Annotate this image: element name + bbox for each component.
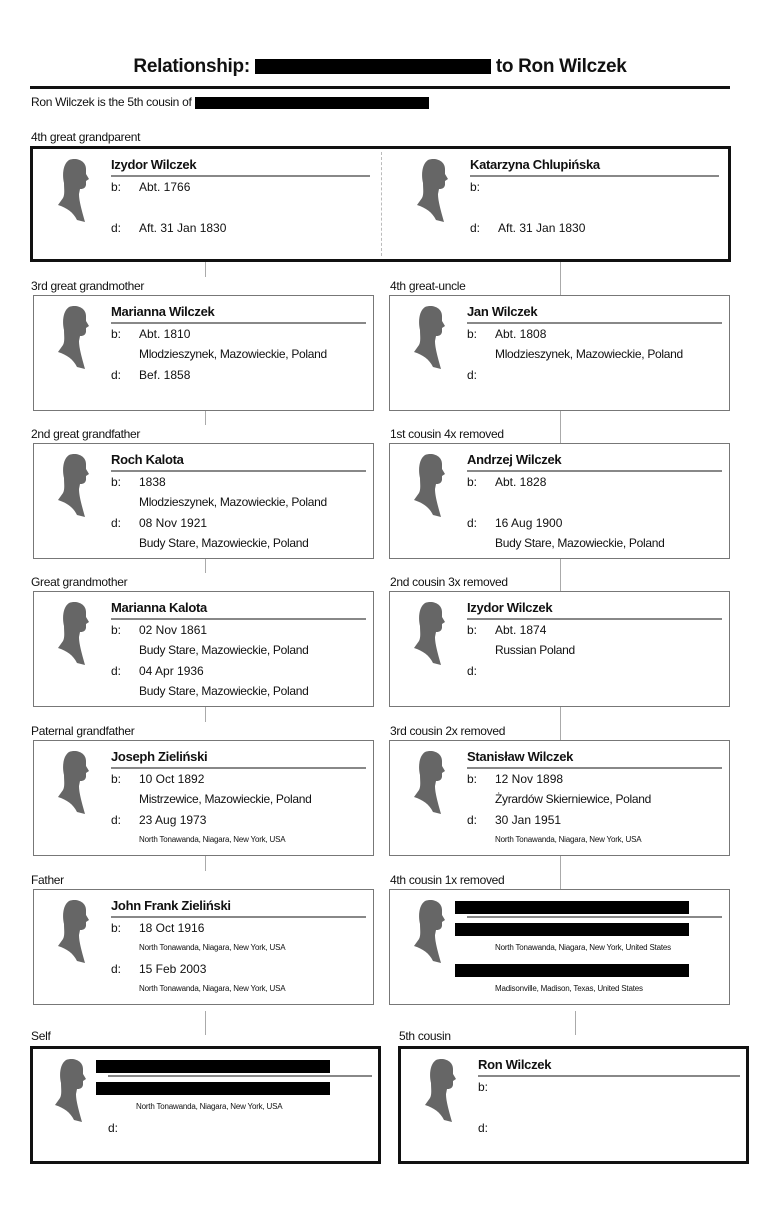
name-underline xyxy=(111,175,370,177)
person-card[interactable] xyxy=(33,148,378,263)
relationship-label: 1st cousin 4x removed xyxy=(390,427,504,441)
silhouette-icon xyxy=(55,158,93,224)
page-title xyxy=(0,56,760,78)
generation-label: 4th great grandparent xyxy=(31,130,141,144)
connector-line xyxy=(560,411,561,443)
birth-label: b: xyxy=(478,1080,489,1094)
silhouette-icon xyxy=(55,899,93,965)
redacted-death xyxy=(455,964,689,977)
connector-line xyxy=(560,707,561,740)
death-label: d: xyxy=(108,1121,119,1135)
title-rule xyxy=(30,86,730,89)
person-card[interactable] xyxy=(389,591,730,706)
death-label: d: xyxy=(111,813,122,827)
person-name[interactable]: Jan Wilczek xyxy=(467,304,538,319)
birth-date: Abt. 1874 xyxy=(495,623,547,637)
death-date: 04 Apr 1936 xyxy=(139,664,204,678)
birth-label: b: xyxy=(111,921,122,935)
relationship-label: 5th cousin xyxy=(399,1029,451,1043)
death-place: Budy Stare, Mazowieckie, Poland xyxy=(139,536,309,550)
name-underline xyxy=(108,1075,372,1077)
death-place: Madisonville, Madison, Texas, United States xyxy=(495,984,643,993)
relationship-summary xyxy=(31,95,429,109)
death-label: d: xyxy=(467,516,478,530)
summary-text: Ron Wilczek is the 5th cousin of xyxy=(31,95,192,109)
person-card[interactable] xyxy=(33,295,374,410)
relationship-label: Great grandmother xyxy=(31,575,128,589)
person-card[interactable] xyxy=(389,295,730,410)
death-label: d: xyxy=(111,664,122,678)
person-card[interactable] xyxy=(33,443,374,558)
title-prefix: Relationship: xyxy=(133,56,250,77)
name-underline xyxy=(467,470,722,472)
person-card[interactable] xyxy=(400,1048,748,1163)
silhouette-icon xyxy=(55,453,93,519)
death-date: Aft. 31 Jan 1830 xyxy=(139,221,227,235)
person-name[interactable]: Andrzej Wilczek xyxy=(467,452,562,467)
name-underline xyxy=(467,767,722,769)
name-underline xyxy=(111,322,366,324)
birth-label: b: xyxy=(467,475,478,489)
death-label: d: xyxy=(478,1121,489,1135)
person-card[interactable] xyxy=(33,889,374,1004)
death-date: Aft. 31 Jan 1830 xyxy=(498,221,586,235)
connector-line xyxy=(205,559,206,573)
connector-line xyxy=(205,262,206,277)
birth-label: b: xyxy=(111,180,122,194)
connector-line xyxy=(205,1011,206,1035)
person-name[interactable]: Izydor Wilczek xyxy=(111,157,197,172)
name-underline xyxy=(467,916,722,918)
name-underline xyxy=(111,618,366,620)
person-card[interactable] xyxy=(389,889,730,1004)
birth-date: 1838 xyxy=(139,475,166,489)
birth-label: b: xyxy=(111,772,122,786)
title-suffix: to Ron Wilczek xyxy=(495,56,627,77)
person-name[interactable]: Katarzyna Chlupińska xyxy=(470,157,600,172)
relationship-label: 2nd great grandfather xyxy=(31,427,141,441)
birth-place: Mlodzieszynek, Mazowieckie, Poland xyxy=(495,347,683,361)
redacted-name xyxy=(96,1060,330,1073)
relationship-label: Paternal grandfather xyxy=(31,724,135,738)
person-name[interactable]: Roch Kalota xyxy=(111,452,184,467)
relationship-label: Self xyxy=(31,1029,51,1043)
death-place: North Tonawanda, Niagara, New York, USA xyxy=(139,835,286,844)
name-underline xyxy=(111,916,366,918)
birth-place: Budy Stare, Mazowieckie, Poland xyxy=(139,643,309,657)
person-card[interactable] xyxy=(33,740,374,855)
death-place: North Tonawanda, Niagara, New York, USA xyxy=(495,835,642,844)
silhouette-icon xyxy=(52,1058,90,1124)
birth-date: Abt. 1766 xyxy=(139,180,191,194)
silhouette-icon xyxy=(411,305,449,371)
relationship-label: Father xyxy=(31,873,64,887)
death-label: d: xyxy=(111,221,122,235)
person-card[interactable] xyxy=(392,148,727,263)
relationship-label: 3rd cousin 2x removed xyxy=(390,724,506,738)
birth-label: b: xyxy=(111,327,122,341)
person-card[interactable] xyxy=(33,591,374,706)
silhouette-icon xyxy=(422,1058,460,1124)
birth-date: 10 Oct 1892 xyxy=(139,772,205,786)
connector-line xyxy=(560,262,561,295)
birth-place: Mlodzieszynek, Mazowieckie, Poland xyxy=(139,347,327,361)
couple-divider xyxy=(381,152,382,256)
birth-label: b: xyxy=(467,772,478,786)
connector-line xyxy=(205,411,206,425)
redacted-name xyxy=(255,59,491,74)
silhouette-icon xyxy=(411,601,449,667)
birth-place: Mlodzieszynek, Mazowieckie, Poland xyxy=(139,495,327,509)
silhouette-icon xyxy=(411,899,449,965)
person-name[interactable]: Joseph Zieliński xyxy=(111,749,208,764)
death-label: d: xyxy=(467,813,478,827)
death-date: 30 Jan 1951 xyxy=(495,813,562,827)
birth-label: b: xyxy=(467,327,478,341)
death-date: 23 Aug 1973 xyxy=(139,813,207,827)
person-card[interactable] xyxy=(389,740,730,855)
birth-label: b: xyxy=(467,623,478,637)
redacted-name xyxy=(195,97,429,109)
birth-place: North Tonawanda, Niagara, New York, USA xyxy=(136,1102,283,1111)
birth-place: North Tonawanda, Niagara, New York, United States xyxy=(495,943,671,952)
death-date: Bef. 1858 xyxy=(139,368,191,382)
death-date: 08 Nov 1921 xyxy=(139,516,208,530)
silhouette-icon xyxy=(411,750,449,816)
person-name[interactable]: John Frank Zieliński xyxy=(111,898,231,913)
silhouette-icon xyxy=(55,750,93,816)
death-label: d: xyxy=(111,368,122,382)
person-name[interactable]: Stanisław Wilczek xyxy=(467,749,574,764)
redacted-birth xyxy=(96,1082,330,1095)
connector-line xyxy=(575,1011,576,1035)
connector-line xyxy=(560,559,561,591)
birth-place: Żyrardów Skierniewice, Poland xyxy=(495,792,652,806)
name-underline xyxy=(467,322,722,324)
birth-label: b: xyxy=(111,475,122,489)
silhouette-icon xyxy=(55,305,93,371)
birth-label: b: xyxy=(111,623,122,637)
name-underline xyxy=(470,175,719,177)
birth-date: Abt. 1828 xyxy=(495,475,547,489)
silhouette-icon xyxy=(55,601,93,667)
person-name[interactable]: Marianna Wilczek xyxy=(111,304,215,319)
redacted-name xyxy=(455,901,689,914)
birth-place: North Tonawanda, Niagara, New York, USA xyxy=(139,943,286,952)
silhouette-icon xyxy=(411,453,449,519)
birth-label: b: xyxy=(470,180,481,194)
relationship-label: 2nd cousin 3x removed xyxy=(390,575,508,589)
birth-date: 12 Nov 1898 xyxy=(495,772,564,786)
birth-date: Abt. 1810 xyxy=(139,327,191,341)
death-label: d: xyxy=(470,221,481,235)
redacted-birth xyxy=(455,923,689,936)
person-name[interactable]: Izydor Wilczek xyxy=(467,600,553,615)
birth-date: 02 Nov 1861 xyxy=(139,623,208,637)
birth-date: Abt. 1808 xyxy=(495,327,547,341)
birth-place: Russian Poland xyxy=(495,643,575,657)
silhouette-icon xyxy=(414,158,452,224)
death-label: d: xyxy=(111,962,122,976)
death-date: 16 Aug 1900 xyxy=(495,516,563,530)
birth-place: Mistrzewice, Mazowieckie, Poland xyxy=(139,792,312,806)
connector-line xyxy=(205,707,206,722)
birth-date: 18 Oct 1916 xyxy=(139,921,205,935)
relationship-label: 4th great-uncle xyxy=(390,279,466,293)
death-place: North Tonawanda, Niagara, New York, USA xyxy=(139,984,286,993)
person-name[interactable]: Ron Wilczek xyxy=(478,1057,552,1072)
connector-line xyxy=(205,856,206,871)
connector-line xyxy=(560,856,561,889)
person-card[interactable] xyxy=(389,443,730,558)
name-underline xyxy=(467,618,722,620)
death-place: Budy Stare, Mazowieckie, Poland xyxy=(139,684,309,698)
death-place: Budy Stare, Mazowieckie, Poland xyxy=(495,536,665,550)
name-underline xyxy=(111,767,366,769)
relationship-label: 3rd great grandmother xyxy=(31,279,145,293)
person-name[interactable]: Marianna Kalota xyxy=(111,600,207,615)
name-underline xyxy=(111,470,366,472)
person-card[interactable] xyxy=(30,1048,380,1163)
death-label: d: xyxy=(111,516,122,530)
death-label: d: xyxy=(467,664,478,678)
name-underline xyxy=(478,1075,740,1077)
relationship-label: 4th cousin 1x removed xyxy=(390,873,505,887)
death-label: d: xyxy=(467,368,478,382)
death-date: 15 Feb 2003 xyxy=(139,962,207,976)
